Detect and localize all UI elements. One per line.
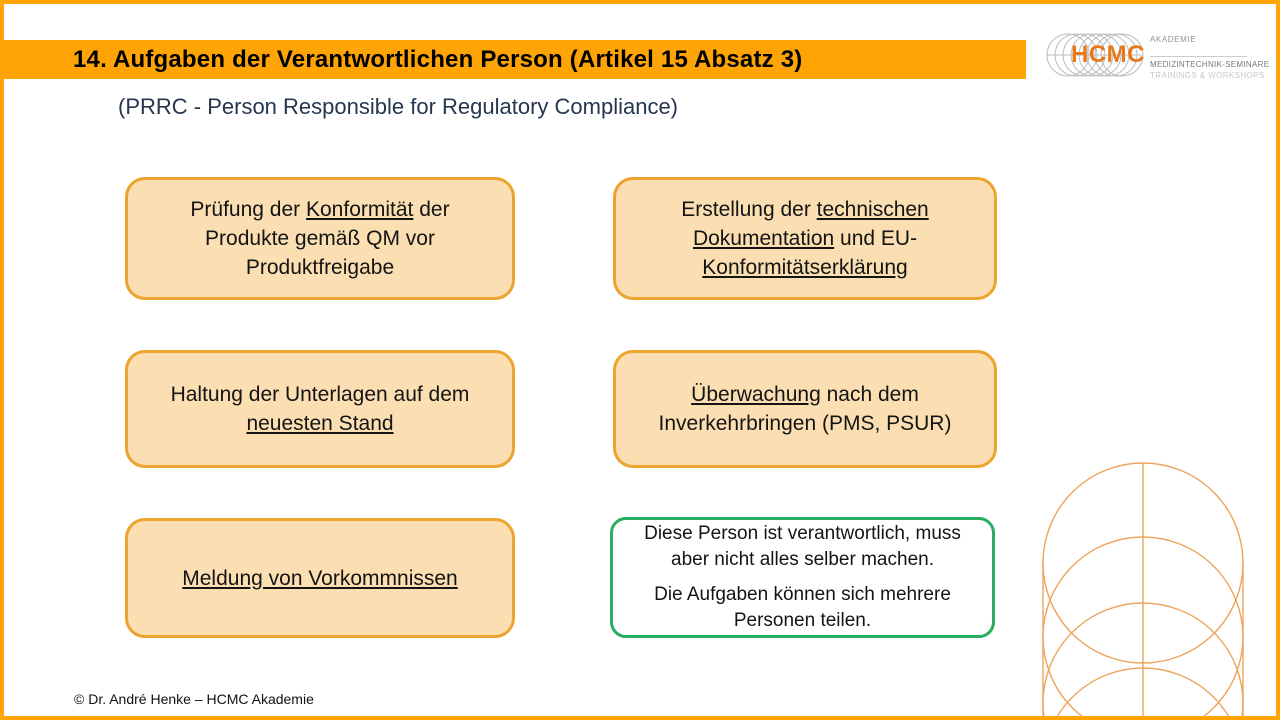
logo-akademie-label: AKADEMIE: [1150, 35, 1197, 44]
footer-credit: © Dr. André Henke – HCMC Akademie: [74, 691, 314, 707]
task-box-meldung: [125, 518, 515, 638]
task-box-unterlagen: [125, 350, 515, 468]
note-box-text: Die Aufgaben können sich mehrere Personen teilen.: [654, 584, 951, 631]
task-box-text: Überwachung nach dem Inverkehrbringen (PMS, PSUR): [658, 383, 952, 435]
note-box-verantwortung: [610, 517, 995, 638]
slide-title: 14. Aufgaben der Verantwortlichen Person (Artikel 15 Absatz 3): [73, 45, 803, 73]
note-box-text: Diese Person ist verantwortlich, muss aber nicht alles selber machen.: [644, 523, 961, 570]
task-box-ueberwachung: [613, 350, 997, 468]
logo-acronym: HCMC: [1071, 41, 1145, 68]
slide-subtitle: (PRRC - Person Responsible for Regulatory Compliance): [118, 94, 679, 119]
task-box-text: Prüfung der Konformität der Produkte gemäß QM vor Produktfreigabe: [190, 198, 450, 279]
task-box-text: Meldung von Vorkommnissen: [182, 566, 458, 590]
logo-divider: [1150, 56, 1247, 57]
task-box-konformitaet: [125, 177, 515, 300]
task-box-text: Erstellung der technischen Dokumentation und EU-Konformitätserklärung: [681, 198, 929, 279]
task-box-dokumentation: [613, 177, 997, 300]
logo-seminare-label: MEDIZINTECHNIK-SEMINARE: [1150, 60, 1270, 69]
hcmc-logo: [1045, 31, 1270, 83]
task-box-text: Haltung der Unterlagen auf dem neuesten Stand: [170, 383, 470, 435]
watermark-circles-icon: [1040, 460, 1246, 716]
title-bar: [0, 40, 1026, 79]
logo-workshops-label: TRAININGS & WORKSHOPS: [1150, 71, 1265, 80]
